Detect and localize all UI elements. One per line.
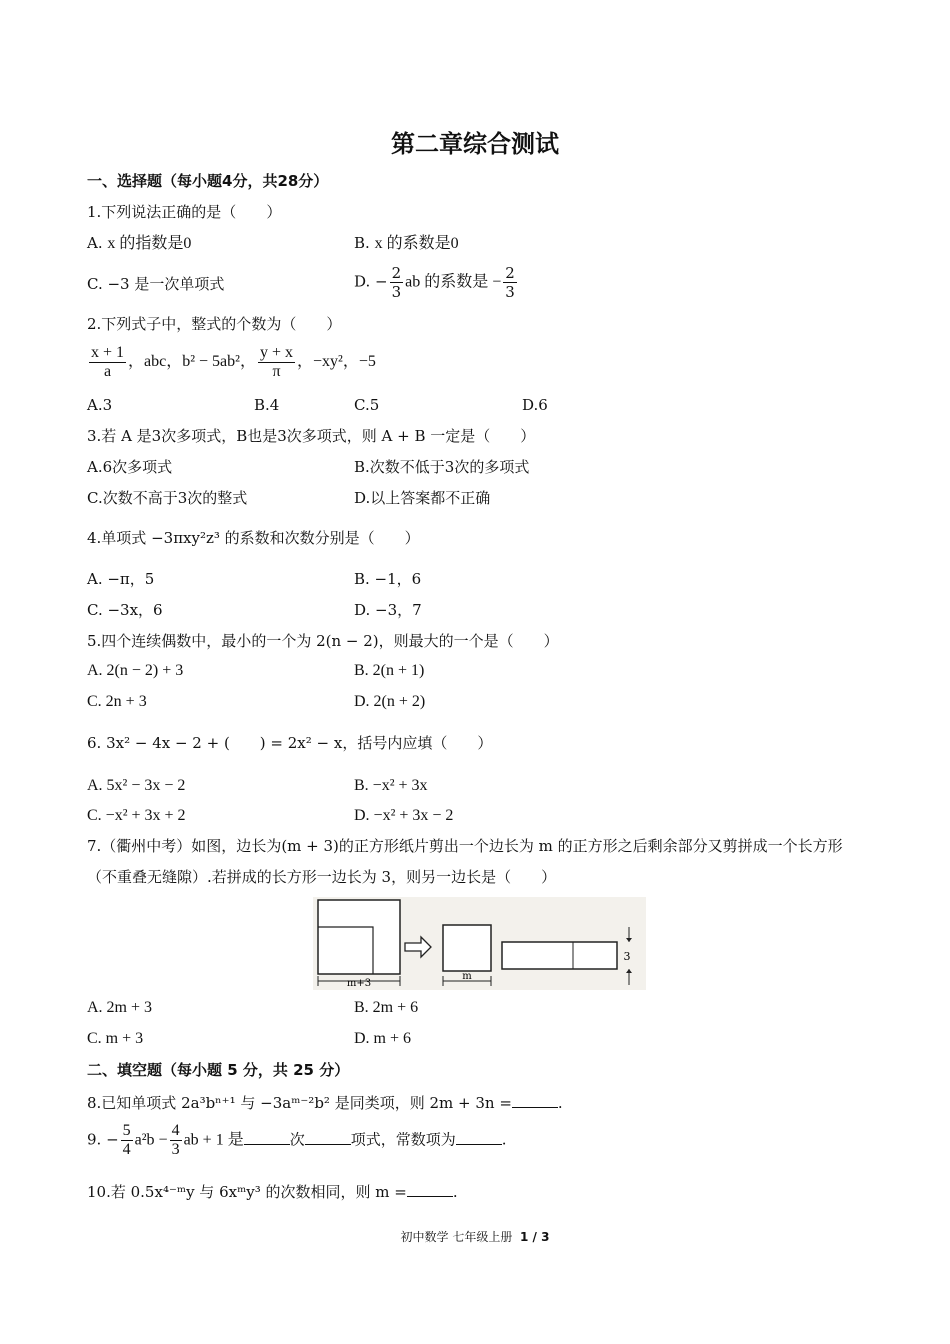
question-1-stem: 1.下列说法正确的是（ ）	[87, 203, 282, 221]
question-5-option-d: D. 2(n + 2)	[354, 693, 426, 710]
question-1-option-a: A. x 的指数是0	[87, 234, 192, 252]
question-5-option-b: B. 2(n + 1)	[354, 662, 425, 679]
question-7-figure	[313, 897, 646, 990]
question-5-stem: 5.四个连续偶数中，最小的一个为 2(n − 2)，则最大的一个是（ ）	[87, 632, 559, 650]
question-6-option-d: D. −x² + 3x − 2	[354, 807, 454, 824]
question-5-option-a: A. 2(n − 2) + 3	[87, 662, 184, 679]
section-heading-choice: 一、选择题（每小题4分，共28分）	[87, 172, 329, 190]
question-9: 9. − $\frac{5}{4}$ a²b − $\frac{4}{3}$ ab + 1 是 次 项式，常数项为 .	[87, 1122, 507, 1158]
question-2-option-d: D.6	[522, 396, 548, 414]
answer-blank[interactable]	[512, 1093, 558, 1108]
section-heading-fill: 二、填空题（每小题 5 分，共 25 分）	[87, 1061, 350, 1079]
question-6-option-b: B. −x² + 3x	[354, 777, 428, 794]
question-6-option-c: C. −x² + 3x + 2	[87, 807, 186, 824]
question-6-stem: 6. 3x² − 4x − 2 + ( ) = 2x² − x，括号内应填（ ）	[87, 734, 493, 752]
question-6-option-a: A. 5x² − 3x − 2	[87, 777, 186, 794]
question-3-option-d: D.以上答案都不正确	[354, 489, 491, 507]
question-1-option-b: B. x 的系数是0	[354, 234, 459, 252]
figure-label-small-square: m	[462, 971, 472, 982]
answer-blank[interactable]	[244, 1130, 290, 1145]
figure-label-rect-side: 3	[623, 950, 631, 963]
question-2-stem: 2.下列式子中，整式的个数为（ ）	[87, 315, 342, 333]
question-4-option-c: C. −3x，6	[87, 601, 163, 619]
question-2-expressions: $\frac{x + 1}{a}$ ，abc，b² − 5ab²， $\frac{y + x}{\pi}$ ，−xy²，−5	[91, 344, 376, 380]
question-4-option-a: A. −π，5	[87, 570, 155, 588]
question-1-option-d: D. − $\frac{2}{3}$ ab 的系数是 − $\frac{2}{3}$	[354, 264, 515, 301]
question-4-option-d: D. −3，7	[354, 601, 422, 619]
answer-blank[interactable]	[456, 1130, 502, 1145]
answer-blank[interactable]	[407, 1182, 453, 1197]
question-2-option-a: A.3	[87, 396, 113, 414]
question-3-option-b: B.次数不低于3次的多项式	[354, 458, 530, 476]
page-number: 1 / 3	[520, 1230, 550, 1244]
question-2-option-c: C.5	[354, 396, 380, 414]
question-3-option-a: A.6次多项式	[87, 458, 173, 476]
figure-label-side: m+3	[346, 978, 372, 989]
question-4-option-b: B. −1，6	[354, 570, 422, 588]
question-1-option-c: C. −3 是一次单项式	[87, 275, 225, 293]
question-5-option-c: C. 2n + 3	[87, 693, 147, 710]
page-footer: 初中数学 七年级上册 1 / 3	[400, 1230, 550, 1244]
question-7-option-c: C. m + 3	[87, 1030, 144, 1047]
question-3-option-c: C.次数不高于3次的整式	[87, 489, 248, 507]
question-7-option-b: B. 2m + 6	[354, 999, 419, 1016]
question-10: 10.若 0.5x⁴⁻ᵐy 与 6xᵐy³ 的次数相同，则 m = .	[87, 1183, 458, 1201]
question-3-stem: 3.若 A 是3次多项式，B也是3次多项式，则 A + B 一定是（ ）	[87, 427, 536, 445]
question-2-option-b: B.4	[254, 396, 280, 414]
question-7-option-a: A. 2m + 3	[87, 999, 153, 1016]
question-8: 8.已知单项式 2a³bⁿ⁺¹ 与 −3aᵐ⁻²b² 是同类项，则 2m + 3n = .	[87, 1094, 563, 1112]
question-7-stem: 7.（衢州中考）如图，边长为(m + 3)的正方形纸片剪出一个边长为 m 的正方形之后剩余部分又剪拼成一个长方形（不重叠无缝隙）.若拼成的长方形一边长为 3，则另一边长是（ ）	[87, 837, 843, 886]
question-4-stem: 4.单项式 −3πxy²z³ 的系数和次数分别是（ ）	[87, 529, 420, 547]
page-title: 第二章综合测试	[391, 130, 559, 158]
question-7-option-d: D. m + 6	[354, 1030, 412, 1047]
answer-blank[interactable]	[305, 1130, 351, 1145]
